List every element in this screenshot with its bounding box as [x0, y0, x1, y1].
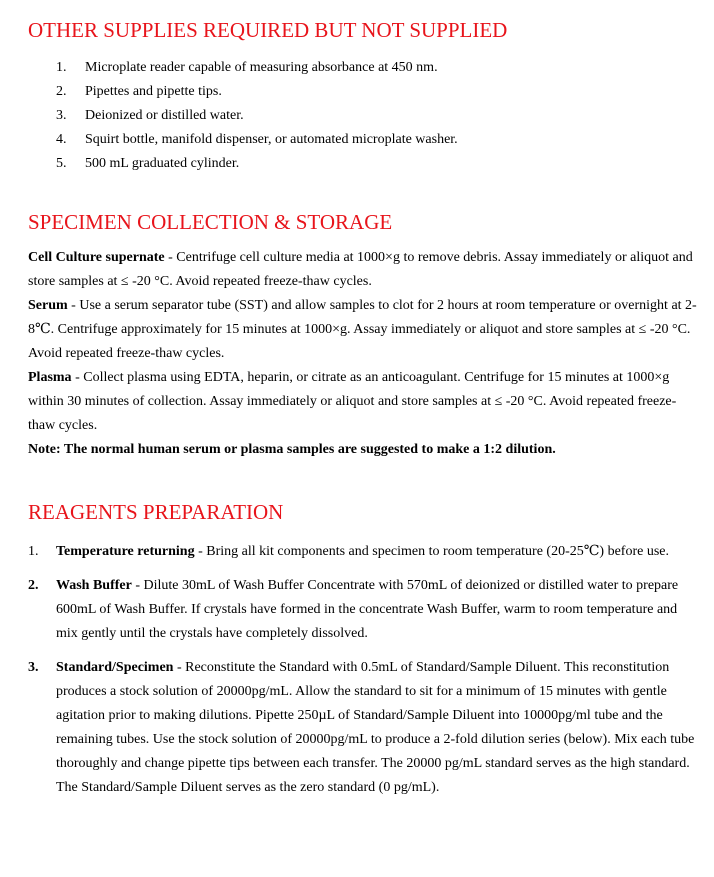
item-text: - Bring all kit components and specimen to room temperature (20-25℃) before use. — [194, 544, 669, 559]
list-item — [56, 56, 458, 80]
reagents-heading: REAGENTS PREPARATION — [28, 500, 284, 524]
note-paragraph — [28, 438, 698, 462]
cell-culture-label: Cell Culture supernate — [28, 250, 165, 265]
serum-label: Serum — [28, 298, 68, 313]
note-text: Note: The normal human serum or plasma samples are suggested to make a 1:2 dilution. — [28, 442, 556, 457]
item-text: - Reconstitute the Standard with 0.5mL of Standard/Sample Diluent. This reconstitution produces a stock solution of 20000pg/mL. Allow the standard to sit for a minimum of 15 minutes with gentle agitation prior to making dilutions. Pipette 250µL of Standard/Sample Diluent into 10000pg/ml tube and the remaining tubes. Use the stock solution of 20000pg/mL to produce a 2-fold dilution series (below). Mix each tube thoroughly and change pipette tips between each transfer. The 20000 pg/mL standard serves as the high standard. The Standard/Sample Diluent serves as the zero standard (0 pg/mL). — [56, 660, 695, 795]
plasma-label: Plasma — [28, 370, 72, 385]
item-text: Deionized or distilled water. — [85, 108, 244, 123]
item-label: Temperature returning — [56, 544, 195, 559]
list-item — [56, 104, 458, 128]
supplies-list — [56, 56, 458, 176]
plasma-paragraph — [28, 366, 698, 438]
item-number: 3. — [56, 108, 67, 123]
list-item — [28, 656, 700, 800]
item-number: 5. — [56, 156, 67, 171]
item-number: 4. — [56, 132, 67, 147]
serum-paragraph — [28, 294, 698, 366]
plasma-text: - Collect plasma using EDTA, heparin, or citrate as an anticoagulant. Centrifuge for 15 minutes at 1000×g within 30 minutes of collection. Assay immediately or aliquot and store samples at ≤ -20 °C. Avoid repeated freeze-thaw cycles. — [28, 370, 677, 433]
list-item — [56, 128, 458, 152]
list-item — [56, 152, 458, 176]
cell-culture-paragraph — [28, 246, 698, 294]
specimen-heading: SPECIMEN COLLECTION & STORAGE — [28, 210, 393, 234]
supplies-heading: OTHER SUPPLIES REQUIRED BUT NOT SUPPLIED — [28, 18, 508, 42]
specimen-section — [28, 246, 698, 462]
item-text: 500 mL graduated cylinder. — [85, 156, 240, 171]
item-label: Wash Buffer — [56, 578, 132, 593]
list-item — [28, 574, 700, 646]
list-item — [56, 80, 458, 104]
item-number: 3. — [28, 660, 39, 675]
item-text: Microplate reader capable of measuring absorbance at 450 nm. — [85, 60, 438, 75]
cell-culture-text: - Centrifuge cell culture media at 1000×g to remove debris. Assay immediately or aliquot and store samples at ≤ -20 °C. Avoid repeated freeze-thaw cycles. — [28, 250, 693, 289]
item-number: 1. — [28, 544, 39, 559]
reagents-list — [28, 540, 700, 810]
item-label: Standard/Specimen — [56, 660, 174, 675]
list-item — [28, 540, 700, 564]
item-number: 2. — [28, 578, 39, 593]
item-text: Pipettes and pipette tips. — [85, 84, 222, 99]
item-number: 2. — [56, 84, 67, 99]
item-text: - Dilute 30mL of Wash Buffer Concentrate with 570mL of deionized or distilled water to prepare 600mL of Wash Buffer. If crystals have formed in the concentrate Wash Buffer, warm to room temperature and mix gently until the crystals have completely dissolved. — [56, 578, 679, 641]
item-text: Squirt bottle, manifold dispenser, or automated microplate washer. — [85, 132, 458, 147]
serum-text: - Use a serum separator tube (SST) and allow samples to clot for 2 hours at room temperature or overnight at 2-8℃. Centrifuge approximately for 15 minutes at 1000×g. Assay immediately or aliquot and store samples at ≤ -20 °C. Avoid repeated freeze-thaw cycles. — [28, 298, 697, 361]
item-number: 1. — [56, 60, 67, 75]
